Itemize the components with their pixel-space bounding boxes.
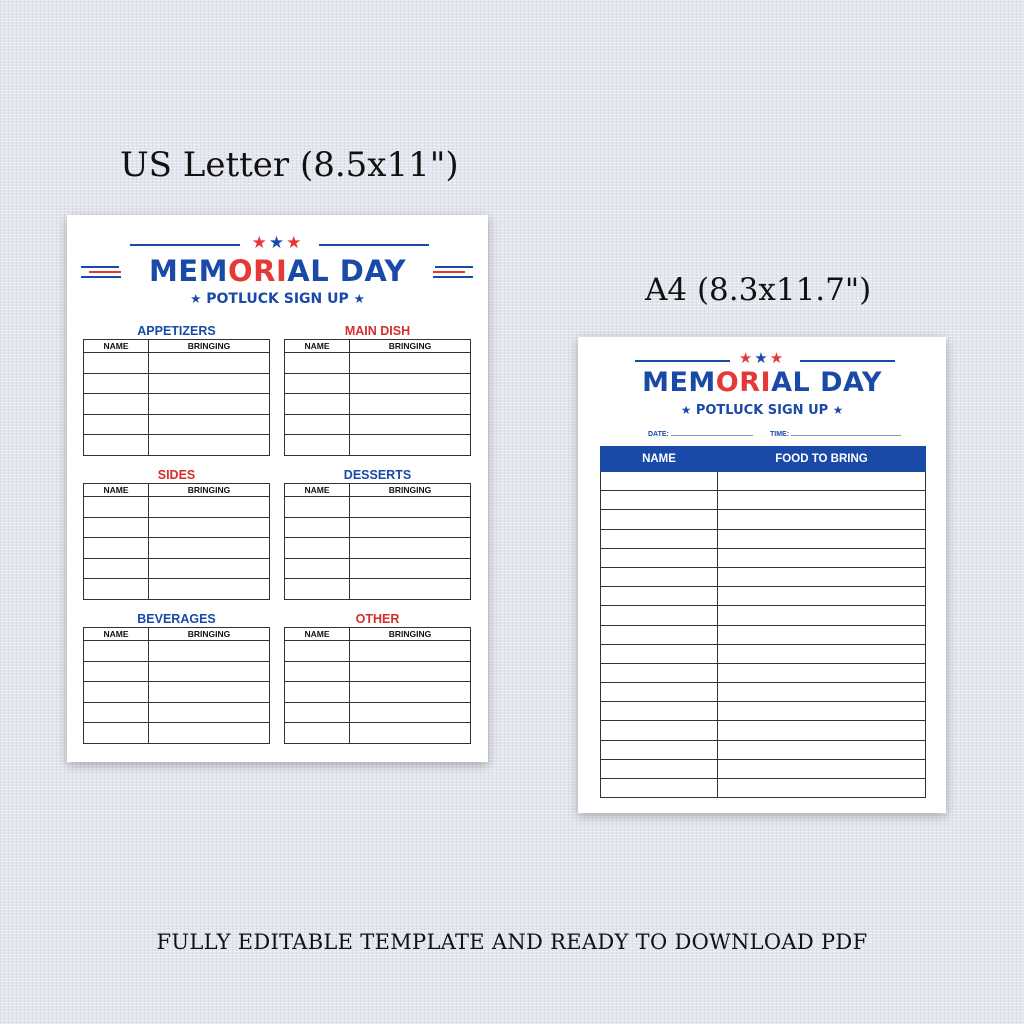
table-row: [285, 353, 471, 374]
table-row: [84, 517, 270, 538]
table-row: [285, 517, 471, 538]
table-row: [285, 394, 471, 415]
table-row: [84, 723, 270, 744]
signup-table: NAME BRINGING: [284, 483, 471, 600]
table-row: [601, 683, 926, 702]
table-row: [84, 353, 270, 374]
table-row: [601, 491, 926, 510]
table-row: [285, 723, 471, 744]
table-row: [285, 373, 471, 394]
table-row: [84, 641, 270, 662]
signup-table: [600, 446, 926, 798]
table-row: [84, 661, 270, 682]
footer-caption: FULLY EDITABLE TEMPLATE AND READY TO DOWNLOAD PDF: [156, 930, 868, 954]
us-letter-label: US Letter (8.5x11"): [120, 145, 459, 185]
table-row: [84, 558, 270, 579]
time-field[interactable]: TIME:: [770, 429, 901, 438]
page-title: MEMORIAL DAY: [642, 367, 882, 398]
table-row: [84, 497, 270, 518]
table-row: [285, 435, 471, 456]
table-row: [84, 373, 270, 394]
column-header-food: FOOD TO BRING: [718, 447, 926, 472]
section-appetizers: [83, 323, 270, 456]
table-row: [285, 558, 471, 579]
section-title: DESSERTS: [343, 468, 412, 482]
table-row: [601, 510, 926, 529]
star-icon: ★: [832, 403, 844, 417]
star-icon: ★: [353, 291, 365, 306]
table-row: [601, 625, 926, 644]
signup-table: NAME BRINGING: [83, 339, 270, 456]
signup-table: NAME BRINGING: [83, 627, 270, 744]
table-row: [84, 435, 270, 456]
section-title: BEVERAGES: [137, 612, 216, 626]
a4-label: A4 (8.3x11.7"): [645, 272, 872, 308]
table-row: [285, 497, 471, 518]
section-other: [284, 611, 471, 744]
table-row: [601, 721, 926, 740]
table-row: [601, 740, 926, 759]
section-beverages: [83, 611, 270, 744]
table-row: [601, 779, 926, 798]
table-row: [285, 641, 471, 662]
table-row: [601, 759, 926, 778]
table-row: [285, 579, 471, 600]
section-title: SIDES: [157, 468, 196, 482]
table-row: [601, 606, 926, 625]
table-row: [601, 548, 926, 567]
signup-table: NAME BRINGING: [83, 483, 270, 600]
section-title: MAIN DISH: [344, 324, 411, 338]
table-row: [601, 663, 926, 682]
table-row: [601, 529, 926, 548]
page-subtitle: ★ POTLUCK SIGN UP ★: [680, 403, 844, 418]
section-main-dish: [284, 323, 471, 456]
page-subtitle: ★ POTLUCK SIGN UP ★: [190, 291, 365, 307]
page-title: MEMORIAL DAY: [148, 254, 407, 288]
table-row: [601, 472, 926, 491]
table-row: [285, 682, 471, 703]
stars-icon: ★★★: [251, 233, 304, 252]
table-row: [601, 644, 926, 663]
table-row: [285, 414, 471, 435]
table-row: [84, 579, 270, 600]
table-row: [285, 661, 471, 682]
us-letter-sheet: [67, 215, 488, 762]
section-title: APPETIZERS: [137, 324, 216, 338]
signup-table: NAME BRINGING: [284, 339, 471, 456]
table-row: [601, 587, 926, 606]
table-row: [601, 567, 926, 586]
stars-icon: ★★★: [738, 350, 786, 367]
signup-table: NAME BRINGING: [284, 627, 471, 744]
section-desserts: [284, 467, 471, 600]
table-row: [84, 682, 270, 703]
table-row: [84, 394, 270, 415]
table-row: [285, 702, 471, 723]
star-icon: ★: [680, 403, 692, 417]
section-sides: [83, 467, 270, 600]
table-row: [285, 538, 471, 559]
star-icon: ★: [190, 291, 202, 306]
table-row: [84, 538, 270, 559]
date-field[interactable]: DATE:: [648, 429, 753, 438]
table-row: [84, 414, 270, 435]
column-header-name: NAME: [601, 447, 718, 472]
table-row: [601, 702, 926, 721]
a4-sheet: [578, 337, 946, 813]
table-row: [84, 702, 270, 723]
section-title: OTHER: [355, 612, 400, 626]
